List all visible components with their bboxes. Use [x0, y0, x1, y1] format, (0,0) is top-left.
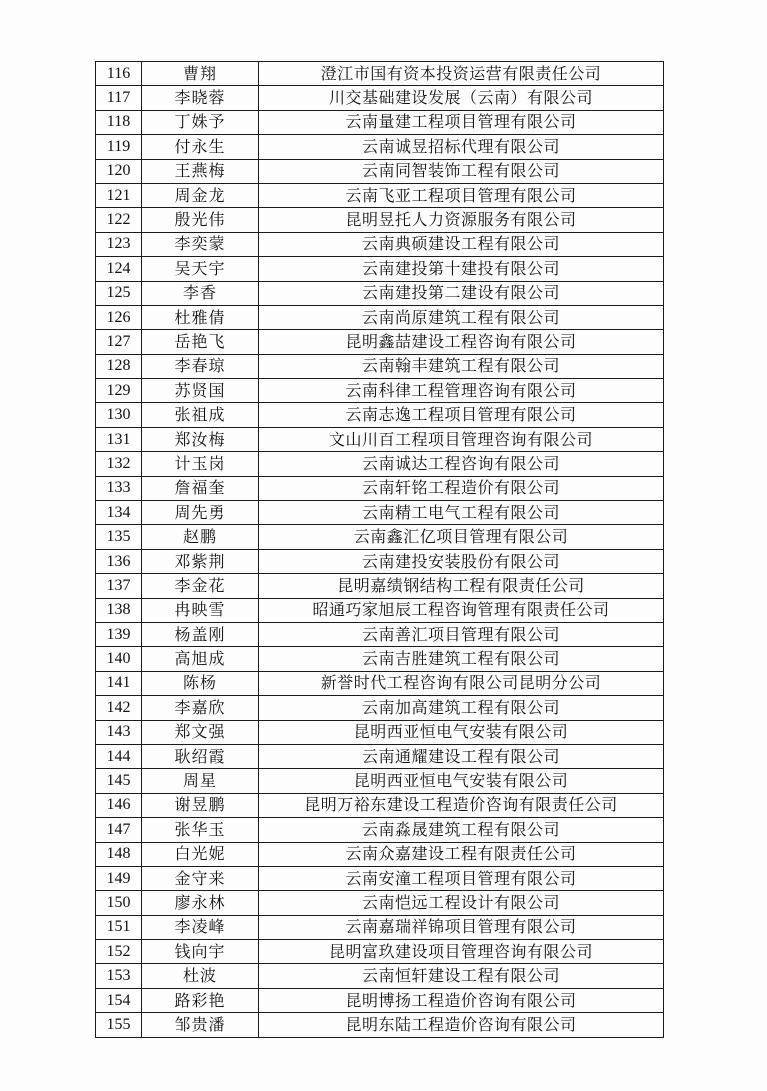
- company-name-cell: 云南通耀建设工程有限公司: [259, 744, 664, 768]
- table-row: [96, 452, 664, 476]
- person-name-cell: 计玉岗: [142, 452, 259, 476]
- table-row: [96, 647, 664, 671]
- person-name-cell: 李凌峰: [142, 915, 259, 939]
- person-name-cell: 金守来: [142, 866, 259, 890]
- row-number-cell: 135: [96, 525, 142, 549]
- company-name-cell: 云南翰丰建筑工程有限公司: [259, 354, 664, 378]
- table-row: [96, 330, 664, 354]
- company-name-cell: 云南典硕建设工程有限公司: [259, 232, 664, 256]
- row-number-cell: 155: [96, 1013, 142, 1037]
- company-name-cell: 云南众嘉建设工程有限责任公司: [259, 842, 664, 866]
- person-name-cell: 邓紫荆: [142, 549, 259, 573]
- row-number-cell: 136: [96, 549, 142, 573]
- table-row: [96, 525, 664, 549]
- row-number-cell: 117: [96, 86, 142, 110]
- company-name-cell: 澄江市国有资本投资运营有限责任公司: [259, 62, 664, 86]
- company-name-cell: 云南诚达工程咨询有限公司: [259, 452, 664, 476]
- person-name-cell: 张祖成: [142, 403, 259, 427]
- table-row: [96, 574, 664, 598]
- row-number-cell: 122: [96, 208, 142, 232]
- row-number-cell: 121: [96, 183, 142, 207]
- row-number-cell: 119: [96, 135, 142, 159]
- table-row: [96, 379, 664, 403]
- row-number-cell: 126: [96, 305, 142, 329]
- person-name-cell: 高旭成: [142, 647, 259, 671]
- table-row: [96, 183, 664, 207]
- person-name-cell: 杨盖刚: [142, 622, 259, 646]
- table-row: [96, 671, 664, 695]
- person-name-cell: 邹贵潘: [142, 1013, 259, 1037]
- row-number-cell: 151: [96, 915, 142, 939]
- table-row: [96, 964, 664, 988]
- company-name-cell: 云南淼晟建筑工程有限公司: [259, 818, 664, 842]
- company-name-cell: 云南安潼工程项目管理有限公司: [259, 866, 664, 890]
- person-name-cell: 吴天宇: [142, 257, 259, 281]
- row-number-cell: 125: [96, 281, 142, 305]
- table-row: [96, 62, 664, 86]
- row-number-cell: 130: [96, 403, 142, 427]
- row-number-cell: 143: [96, 720, 142, 744]
- person-name-cell: 周星: [142, 769, 259, 793]
- row-number-cell: 150: [96, 891, 142, 915]
- person-name-cell: 钱向宇: [142, 940, 259, 964]
- company-name-cell: 云南同智装饰工程有限公司: [259, 159, 664, 183]
- row-number-cell: 147: [96, 818, 142, 842]
- table-row: [96, 403, 664, 427]
- person-name-cell: 周先勇: [142, 501, 259, 525]
- roster-table-body: [96, 62, 664, 1038]
- person-name-cell: 赵鹏: [142, 525, 259, 549]
- company-name-cell: 云南善汇项目管理有限公司: [259, 622, 664, 646]
- company-name-cell: 昆明西亚恒电气安装有限公司: [259, 720, 664, 744]
- row-number-cell: 153: [96, 964, 142, 988]
- table-row: [96, 622, 664, 646]
- table-row: [96, 818, 664, 842]
- row-number-cell: 116: [96, 62, 142, 86]
- roster-table: [95, 61, 664, 1038]
- row-number-cell: 145: [96, 769, 142, 793]
- table-row: [96, 208, 664, 232]
- row-number-cell: 138: [96, 598, 142, 622]
- table-row: [96, 744, 664, 768]
- person-name-cell: 丁姝予: [142, 110, 259, 134]
- company-name-cell: 云南轩铭工程造价有限公司: [259, 476, 664, 500]
- person-name-cell: 殷光伟: [142, 208, 259, 232]
- row-number-cell: 124: [96, 257, 142, 281]
- row-number-cell: 132: [96, 452, 142, 476]
- row-number-cell: 140: [96, 647, 142, 671]
- company-name-cell: 云南嘉瑞祥锦项目管理有限公司: [259, 915, 664, 939]
- row-number-cell: 133: [96, 476, 142, 500]
- company-name-cell: 云南建投第二建设有限公司: [259, 281, 664, 305]
- company-name-cell: 云南恺远工程设计有限公司: [259, 891, 664, 915]
- company-name-cell: 昆明博扬工程造价咨询有限公司: [259, 988, 664, 1012]
- company-name-cell: 昆明嘉绩钢结构工程有限责任公司: [259, 574, 664, 598]
- row-number-cell: 137: [96, 574, 142, 598]
- row-number-cell: 149: [96, 866, 142, 890]
- company-name-cell: 云南加高建筑工程有限公司: [259, 696, 664, 720]
- company-name-cell: 云南诚昱招标代理有限公司: [259, 135, 664, 159]
- row-number-cell: 141: [96, 671, 142, 695]
- person-name-cell: 岳艳飞: [142, 330, 259, 354]
- person-name-cell: 白光妮: [142, 842, 259, 866]
- person-name-cell: 廖永林: [142, 891, 259, 915]
- person-name-cell: 陈杨: [142, 671, 259, 695]
- table-row: [96, 501, 664, 525]
- company-name-cell: 昆明昱托人力资源服务有限公司: [259, 208, 664, 232]
- company-name-cell: 昆明西亚恒电气安装有限公司: [259, 769, 664, 793]
- person-name-cell: 谢昱鹏: [142, 793, 259, 817]
- table-row: [96, 86, 664, 110]
- person-name-cell: 李春琼: [142, 354, 259, 378]
- company-name-cell: 云南恒轩建设工程有限公司: [259, 964, 664, 988]
- table-row: [96, 135, 664, 159]
- table-row: [96, 915, 664, 939]
- row-number-cell: 118: [96, 110, 142, 134]
- row-number-cell: 128: [96, 354, 142, 378]
- person-name-cell: 路彩艳: [142, 988, 259, 1012]
- table-row: [96, 281, 664, 305]
- company-name-cell: 云南科律工程管理咨询有限公司: [259, 379, 664, 403]
- table-row: [96, 427, 664, 451]
- table-row: [96, 476, 664, 500]
- row-number-cell: 123: [96, 232, 142, 256]
- table-row: [96, 549, 664, 573]
- company-name-cell: 云南建投安装股份有限公司: [259, 549, 664, 573]
- table-row: [96, 696, 664, 720]
- row-number-cell: 134: [96, 501, 142, 525]
- person-name-cell: 耿绍霞: [142, 744, 259, 768]
- table-row: [96, 232, 664, 256]
- row-number-cell: 152: [96, 940, 142, 964]
- company-name-cell: 新誉时代工程咨询有限公司昆明分公司: [259, 671, 664, 695]
- row-number-cell: 148: [96, 842, 142, 866]
- person-name-cell: 李香: [142, 281, 259, 305]
- row-number-cell: 131: [96, 427, 142, 451]
- row-number-cell: 120: [96, 159, 142, 183]
- person-name-cell: 李晓蓉: [142, 86, 259, 110]
- company-name-cell: 昆明东陆工程造价咨询有限公司: [259, 1013, 664, 1037]
- person-name-cell: 李金花: [142, 574, 259, 598]
- person-name-cell: 冉映雪: [142, 598, 259, 622]
- company-name-cell: 云南飞亚工程项目管理有限公司: [259, 183, 664, 207]
- row-number-cell: 139: [96, 622, 142, 646]
- company-name-cell: 云南吉胜建筑工程有限公司: [259, 647, 664, 671]
- person-name-cell: 付永生: [142, 135, 259, 159]
- company-name-cell: 文山川百工程项目管理咨询有限公司: [259, 427, 664, 451]
- table-row: [96, 159, 664, 183]
- person-name-cell: 周金龙: [142, 183, 259, 207]
- table-row: [96, 110, 664, 134]
- row-number-cell: 129: [96, 379, 142, 403]
- company-name-cell: 云南精工电气工程有限公司: [259, 501, 664, 525]
- row-number-cell: 142: [96, 696, 142, 720]
- company-name-cell: 云南志逸工程项目管理有限公司: [259, 403, 664, 427]
- table-row: [96, 891, 664, 915]
- table-row: [96, 988, 664, 1012]
- person-name-cell: 张华玉: [142, 818, 259, 842]
- row-number-cell: 154: [96, 988, 142, 1012]
- person-name-cell: 詹福奎: [142, 476, 259, 500]
- person-name-cell: 曹翔: [142, 62, 259, 86]
- table-row: [96, 866, 664, 890]
- person-name-cell: 杜波: [142, 964, 259, 988]
- company-name-cell: 云南尚原建筑工程有限公司: [259, 305, 664, 329]
- table-row: [96, 257, 664, 281]
- company-name-cell: 云南量建工程项目管理有限公司: [259, 110, 664, 134]
- company-name-cell: 昭通巧家旭辰工程咨询管理有限责任公司: [259, 598, 664, 622]
- table-row: [96, 354, 664, 378]
- table-row: [96, 720, 664, 744]
- table-row: [96, 598, 664, 622]
- table-row: [96, 793, 664, 817]
- row-number-cell: 146: [96, 793, 142, 817]
- company-name-cell: 昆明万裕东建设工程造价咨询有限责任公司: [259, 793, 664, 817]
- table-row: [96, 1013, 664, 1037]
- person-name-cell: 郑文强: [142, 720, 259, 744]
- row-number-cell: 144: [96, 744, 142, 768]
- row-number-cell: 127: [96, 330, 142, 354]
- person-name-cell: 苏贤国: [142, 379, 259, 403]
- table-row: [96, 305, 664, 329]
- person-name-cell: 郑汝梅: [142, 427, 259, 451]
- person-name-cell: 李奕蒙: [142, 232, 259, 256]
- company-name-cell: 昆明富玖建设项目管理咨询有限公司: [259, 940, 664, 964]
- person-name-cell: 王燕梅: [142, 159, 259, 183]
- company-name-cell: 川交基础建设发展（云南）有限公司: [259, 86, 664, 110]
- table-row: [96, 842, 664, 866]
- person-name-cell: 杜雅倩: [142, 305, 259, 329]
- company-name-cell: 云南建投第十建投有限公司: [259, 257, 664, 281]
- table-row: [96, 769, 664, 793]
- table-row: [96, 940, 664, 964]
- company-name-cell: 云南鑫汇亿项目管理有限公司: [259, 525, 664, 549]
- person-name-cell: 李嘉欣: [142, 696, 259, 720]
- company-name-cell: 昆明鑫喆建设工程咨询有限公司: [259, 330, 664, 354]
